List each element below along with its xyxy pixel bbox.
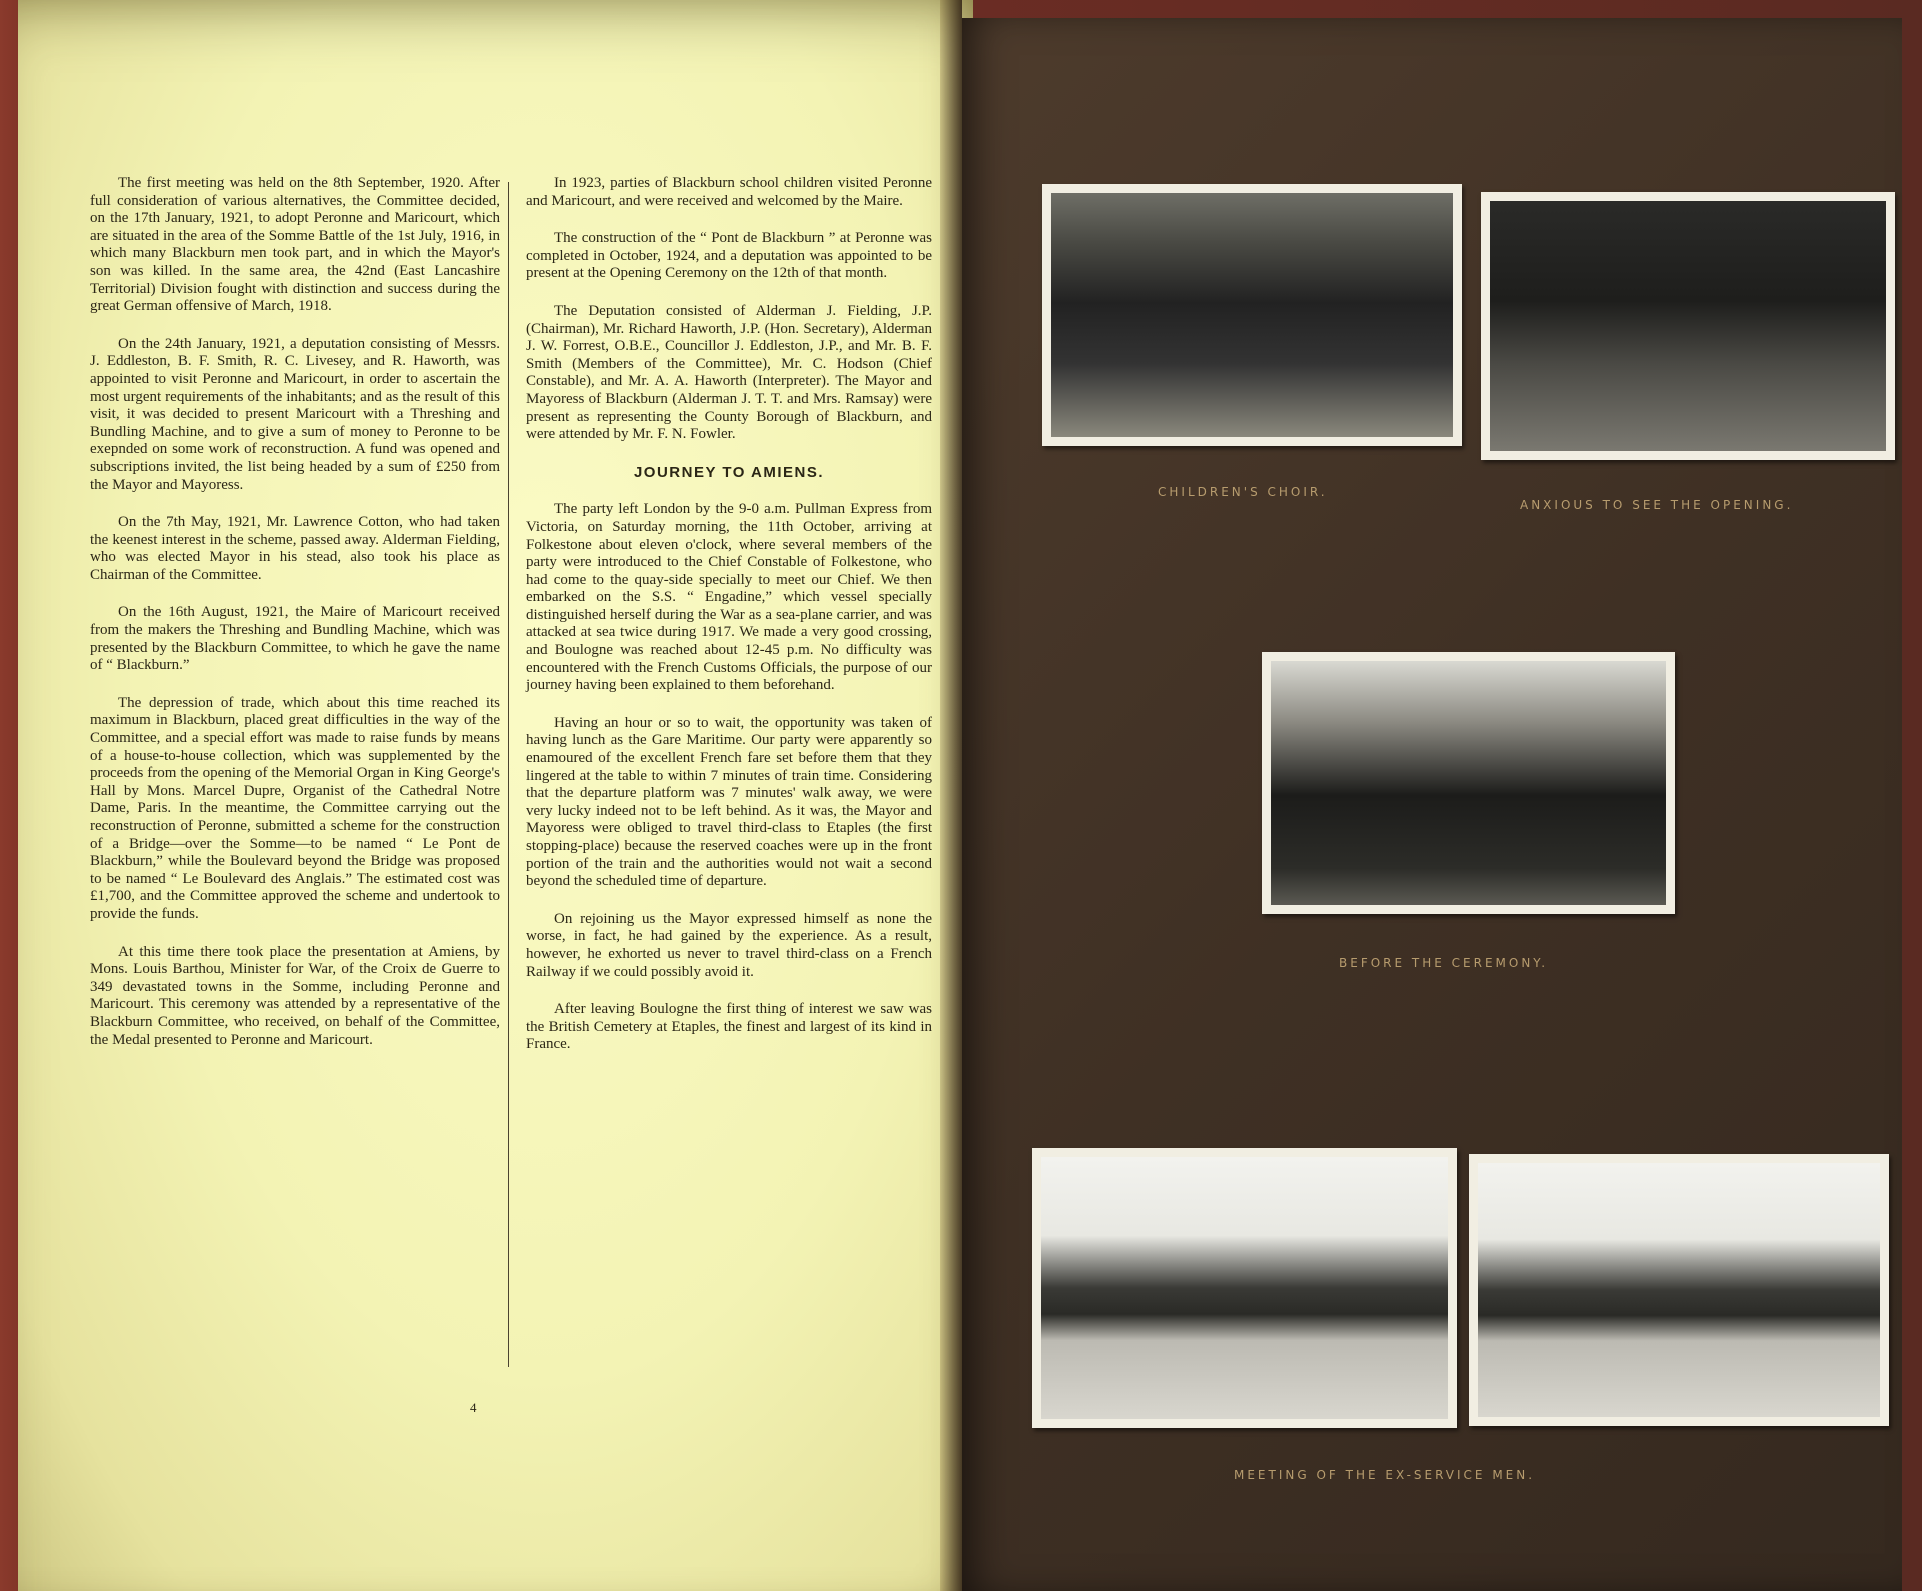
- text-column-right: [526, 175, 932, 1074]
- paragraph: On the 24th January, 1921, a deputation consisting of Messrs. J. Eddleston, B. F. Smith, R. C. Livesey, and R. Haworth, was appointed to visit Peronne and Maricourt, in order to ascertain the most urgent requirements of the inhabitants; and as the result of this visit, it was decided to present Maricourt with a Threshing and Bundling Machine, and to give a sum of money to Peronne to be exepnded on some work of reconstruction. A fund was opened and subscriptions invited, the list being headed by a sum of £250 from the Mayor and Mayoress.: [90, 335, 500, 493]
- photo-image: [1041, 1157, 1448, 1419]
- caption-meeting: MEETING OF THE EX-SERVICE MEN.: [1234, 1468, 1536, 1482]
- photo-image: [1490, 201, 1886, 451]
- photo-image: [1478, 1163, 1880, 1417]
- text-page: [18, 0, 973, 1591]
- photo-anxious-to-see: [1481, 192, 1895, 460]
- caption-anxious: ANXIOUS TO SEE THE OPENING.: [1520, 498, 1794, 512]
- column-divider: [508, 182, 509, 1367]
- caption-before-ceremony: BEFORE THE CEREMONY.: [1339, 956, 1549, 970]
- book-gutter: [940, 0, 962, 1591]
- paragraph: On the 16th August, 1921, the Maire of Maricourt received from the makers the Threshing and Bundling Machine, which was presented by the Blackburn Committee, to which he gave the name of “ Blackburn.”: [90, 604, 500, 674]
- paragraph: After leaving Boulogne the first thing of interest we saw was the British Cemetery at Etaples, the finest and largest of its kind in France.: [526, 1001, 932, 1053]
- page-number: 4: [470, 1400, 477, 1415]
- paragraph: In 1923, parties of Blackburn school children visited Peronne and Maricourt, and were received and welcomed by the Maire.: [526, 175, 932, 209]
- paragraph: The party left London by the 9-0 a.m. Pullman Express from Victoria, on Saturday morning, the 11th October, arriving at Folkestone about eleven o'clock, where several members of the party were introduced to the Chief Constable of Folkestone, who had come to the quay-side specially to meet our Chief. We then embarked on the S.S. “ Engadine,” which vessel specially distinguished herself during the War as a sea-plane carrier, and was attacked at sea twice during 1917. We made a very good crossing, and Boulogne was reached about 12-45 p.m. No difficulty was encountered with the French Customs Officials, the purpose of our journey having been explained to them beforehand.: [526, 501, 932, 694]
- paragraph: The depression of trade, which about this time reached its maximum in Blackburn, placed great difficulties in the way of the Committee, and a special effort was made to raise funds by means of a house-to-house collection, which was supplemented by the proceeds from the opening of the Memorial Organ in King George's Hall by Mons. Marcel Dupre, Organist of the Cathedral Notre Dame, Paris. In the meantime, the Committee carrying out the reconstruction of Peronne, submitted a scheme for the construction of a Bridge—over the Somme—to be named “ Le Pont de Blackburn,” while the Boulevard beyond the Bridge was proposed to be named “ Le Boulevard des Anglais.” The estimated cost was £1,700, and the Committee approved the scheme and undertook to provide the funds.: [90, 694, 500, 922]
- photo-childrens-choir: [1042, 184, 1462, 446]
- paragraph: The construction of the “ Pont de Blackburn ” at Peronne was completed in October, 1924, and a deputation was appointed to be present at the Opening Ceremony on the 12th of that month.: [526, 230, 932, 282]
- paragraph: Having an hour or so to wait, the opportunity was taken of having lunch as the Gare Maritime. Our party were apparently so enamoured of the excellent French fare set before them that they lingered at the table to within 7 minutes of train time. Considering that the departure platform was 7 minutes' walk away, we were very lucky indeed not to be left behind. As it was, the Mayor and Mayoress were obliged to travel third-class to Etaples (the first stopping-place) because the reserved coaches were up in the front portion of the train and the authorities would not wait a second beyond the scheduled time of departure.: [526, 714, 932, 890]
- paragraph: On rejoining us the Mayor expressed himself as none the worse, in fact, he had gained by the experience. As a result, however, he exhorted us never to travel third-class on a French Railway if we could possibly avoid it.: [526, 910, 932, 980]
- photo-album-page: [962, 18, 1902, 1591]
- caption-childrens-choir: CHILDREN'S CHOIR.: [1158, 485, 1328, 499]
- paragraph: At this time there took place the presentation at Amiens, by Mons. Louis Barthou, Minister for War, of the Croix de Guerre to 349 devastated towns in the Somme, including Peronne and Maricourt. This ceremony was attended by a representative of the Blackburn Committee, who received, on behalf of the Committee, the Medal presented to Peronne and Maricourt.: [90, 943, 500, 1048]
- text-column-left: [90, 175, 500, 1069]
- photo-image: [1271, 661, 1666, 905]
- photo-image: [1051, 193, 1453, 437]
- photo-meeting-ex-service-men-2: [1469, 1154, 1889, 1426]
- section-heading: JOURNEY TO AMIENS.: [633, 463, 825, 481]
- paragraph: The Deputation consisted of Alderman J. Fielding, J.P. (Chairman), Mr. Richard Haworth, J.P. (Hon. Secretary), Alderman J. W. Forrest, O.B.E., Councillor J. Eddleston, J.P., and Mr. B. F. Smith (Members of the Committee), Mr. C. Hodson (Chief Constable), and Mr. A. A. Haworth (Interpreter). The Mayor and Mayoress of Blackburn (Alderman J. T. T. and Mrs. Ramsay) were present as representing the County Borough of Blackburn, and were attended by Mr. F. N. Fowler.: [526, 302, 932, 443]
- paragraph: The first meeting was held on the 8th September, 1920. After full consideration of various alternatives, the Committee decided, on the 17th January, 1921, to adopt Peronne and Maricourt, which are situated in the area of the Somme Battle of the 1st July, 1916, in which many Blackburn men took part, and in which the Mayor's son was killed. In the same area, the 42nd (East Lancashire Territorial) Division fought with distinction and success during the great German offensive of March, 1918.: [90, 175, 500, 315]
- photo-meeting-ex-service-men-1: [1032, 1148, 1457, 1428]
- paragraph: On the 7th May, 1921, Mr. Lawrence Cotton, who had taken the keenest interest in the scheme, passed away. Alderman Fielding, who was elected Mayor in his stead, also took his place as Chairman of the Committee.: [90, 514, 500, 583]
- photo-before-ceremony: [1262, 652, 1675, 914]
